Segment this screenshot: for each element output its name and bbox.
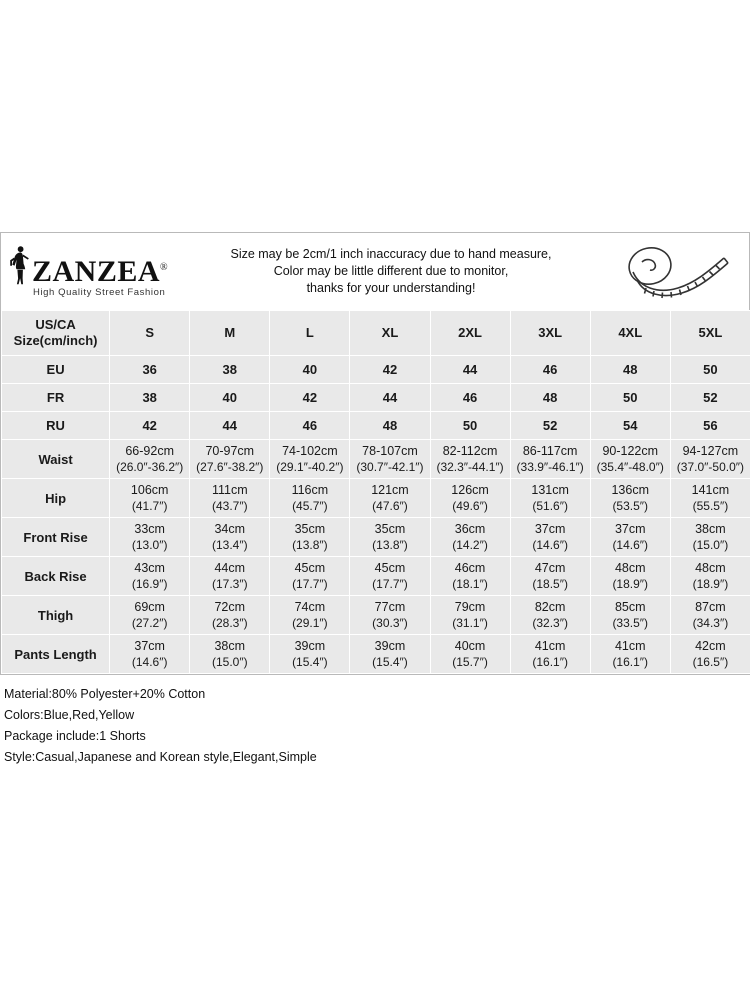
cell-pants-length-4xl-cm: 41cm <box>614 639 646 653</box>
cell-eu-m: 38 <box>190 356 270 384</box>
size-header-xl: XL <box>350 311 430 356</box>
table-row-front-rise <box>2 518 750 557</box>
cell-waist-m-cm: 70-97cm <box>205 444 255 458</box>
table-row-thigh <box>2 596 750 635</box>
cell-thigh-3xl <box>510 596 590 635</box>
cell-pants-length-l <box>270 635 350 674</box>
cell-thigh-3xl-inch: (32.3″) <box>532 616 568 630</box>
table-row-pants-length <box>2 635 750 674</box>
cell-hip-3xl <box>510 479 590 518</box>
cell-pants-length-2xl-cm: 40cm <box>454 639 486 653</box>
cell-back-rise-m-cm: 44cm <box>214 561 246 575</box>
cell-back-rise-xl-inch: (17.7″) <box>372 577 408 591</box>
cell-waist-3xl-inch: (33.9″-46.1″) <box>516 460 584 474</box>
cell-back-rise-2xl-cm: 46cm <box>454 561 486 575</box>
cell-back-rise-m-inch: (17.3″) <box>211 577 248 591</box>
row-label-eu: EU <box>2 356 110 384</box>
cell-thigh-4xl-inch: (33.5″) <box>612 616 649 630</box>
cell-pants-length-s <box>110 635 190 674</box>
cell-thigh-5xl-inch: (34.3″) <box>692 616 729 630</box>
cell-front-rise-xl <box>350 518 430 557</box>
cell-back-rise-2xl <box>430 557 510 596</box>
cell-eu-2xl: 44 <box>430 356 510 384</box>
cell-pants-length-m <box>190 635 270 674</box>
cell-front-rise-m-cm: 34cm <box>214 522 246 536</box>
cell-fr-m: 40 <box>190 384 270 412</box>
cell-thigh-s-inch: (27.2″) <box>131 616 168 630</box>
cell-hip-4xl <box>590 479 670 518</box>
cell-hip-5xl-cm: 141cm <box>691 483 730 497</box>
cell-pants-length-l-inch: (15.4″) <box>292 655 328 669</box>
cell-back-rise-s <box>110 557 190 596</box>
cell-fr-3xl: 48 <box>510 384 590 412</box>
cell-hip-s-inch: (41.7″) <box>131 499 168 513</box>
cell-front-rise-3xl-inch: (14.6″) <box>532 538 568 552</box>
cell-pants-length-4xl <box>590 635 670 674</box>
cell-front-rise-5xl <box>670 518 750 557</box>
cell-waist-s-inch: (26.0″-36.2″) <box>116 460 184 474</box>
cell-front-rise-s-inch: (13.0″) <box>131 538 168 552</box>
cell-thigh-m-inch: (28.3″) <box>211 616 248 630</box>
cell-thigh-xl-cm: 77cm <box>374 600 406 614</box>
cell-hip-xl <box>350 479 430 518</box>
cell-thigh-2xl-inch: (31.1″) <box>452 616 488 630</box>
cell-thigh-xl-inch: (30.3″) <box>372 616 408 630</box>
cell-waist-s-cm: 66-92cm <box>125 444 174 458</box>
cell-back-rise-4xl-inch: (18.9″) <box>612 577 649 591</box>
cell-hip-l-inch: (45.7″) <box>292 499 328 513</box>
cell-waist-2xl-cm: 82-112cm <box>442 444 498 458</box>
cell-back-rise-5xl-inch: (18.9″) <box>692 577 729 591</box>
cell-back-rise-s-inch: (16.9″) <box>131 577 168 591</box>
size-header-2xl: 2XL <box>430 311 510 356</box>
row-label-back-rise: Back Rise <box>2 557 110 596</box>
cell-thigh-2xl <box>430 596 510 635</box>
cell-pants-length-3xl-cm: 41cm <box>534 639 566 653</box>
size-chart-sheet <box>0 232 750 768</box>
cell-pants-length-s-cm: 37cm <box>134 639 165 653</box>
cell-back-rise-xl-cm: 45cm <box>374 561 406 575</box>
cell-pants-length-m-cm: 38cm <box>214 639 246 653</box>
cell-waist-m-inch: (27.6″-38.2″) <box>196 460 264 474</box>
cell-hip-5xl <box>670 479 750 518</box>
cell-front-rise-m <box>190 518 270 557</box>
cell-back-rise-xl <box>350 557 430 596</box>
cell-front-rise-4xl-cm: 37cm <box>614 522 646 536</box>
product-details <box>0 684 750 768</box>
cell-front-rise-s-cm: 33cm <box>134 522 165 536</box>
cell-front-rise-2xl <box>430 518 510 557</box>
size-table-wrapper <box>0 310 750 675</box>
cell-waist-2xl <box>430 440 510 479</box>
brand-tagline: High Quality Street Fashion <box>33 287 166 299</box>
cell-back-rise-4xl-cm: 48cm <box>614 561 646 575</box>
cell-fr-4xl: 50 <box>590 384 670 412</box>
measuring-tape-icon <box>620 244 738 300</box>
cell-back-rise-l-cm: 45cm <box>294 561 326 575</box>
cell-front-rise-2xl-cm: 36cm <box>454 522 486 536</box>
size-header-3xl: 3XL <box>510 311 590 356</box>
cell-eu-l: 40 <box>270 356 350 384</box>
cell-pants-length-s-inch: (14.6″) <box>131 655 168 669</box>
cell-waist-xl-cm: 78-107cm <box>362 444 418 458</box>
cell-fr-2xl: 46 <box>430 384 510 412</box>
cell-waist-l-inch: (29.1″-40.2″) <box>276 460 344 474</box>
registered-mark: ® <box>160 261 169 273</box>
cell-thigh-5xl <box>670 596 750 635</box>
cell-back-rise-5xl <box>670 557 750 596</box>
brand-logo <box>1 245 173 298</box>
cell-back-rise-2xl-inch: (18.1″) <box>452 577 488 591</box>
cell-ru-4xl: 54 <box>590 412 670 440</box>
cell-hip-2xl-cm: 126cm <box>451 483 489 497</box>
cell-front-rise-5xl-inch: (15.0″) <box>692 538 729 552</box>
detail-style: Style:Casual,Japanese and Korean style,Elegant,Simple <box>4 750 317 764</box>
cell-waist-xl-inch: (30.7″-42.1″) <box>356 460 424 474</box>
cell-ru-l: 46 <box>270 412 350 440</box>
cell-fr-l: 42 <box>270 384 350 412</box>
table-row-fr <box>2 384 750 412</box>
cell-hip-s-cm: 106cm <box>130 483 169 497</box>
cell-front-rise-xl-inch: (13.8″) <box>372 538 408 552</box>
cell-hip-4xl-cm: 136cm <box>611 483 650 497</box>
cell-thigh-xl <box>350 596 430 635</box>
cell-pants-length-2xl-inch: (15.7″) <box>452 655 488 669</box>
row-label-pants-length: Pants Length <box>2 635 110 674</box>
table-row-back-rise <box>2 557 750 596</box>
cell-thigh-s <box>110 596 190 635</box>
brand-wordmark <box>32 254 169 288</box>
cell-pants-length-5xl-cm: 42cm <box>695 639 726 653</box>
cell-front-rise-s <box>110 518 190 557</box>
cell-hip-m-cm: 111cm <box>211 483 248 497</box>
cell-ru-3xl: 52 <box>510 412 590 440</box>
cell-front-rise-2xl-inch: (14.2″) <box>452 538 488 552</box>
size-header-5xl: 5XL <box>670 311 750 356</box>
cell-pants-length-xl-cm: 39cm <box>374 639 406 653</box>
cell-thigh-2xl-cm: 79cm <box>454 600 486 614</box>
cell-back-rise-3xl-inch: (18.5″) <box>532 577 568 591</box>
size-table <box>1 310 750 674</box>
cell-waist-l-cm: 74-102cm <box>282 444 338 458</box>
cell-back-rise-s-cm: 43cm <box>134 561 165 575</box>
cell-waist-m <box>190 440 270 479</box>
cell-thigh-l <box>270 596 350 635</box>
cell-front-rise-3xl <box>510 518 590 557</box>
cell-front-rise-4xl-inch: (14.6″) <box>612 538 649 552</box>
cell-eu-5xl: 50 <box>670 356 750 384</box>
cell-fr-xl: 44 <box>350 384 430 412</box>
cell-thigh-4xl <box>590 596 670 635</box>
cell-pants-length-2xl <box>430 635 510 674</box>
cell-ru-xl: 48 <box>350 412 430 440</box>
cell-pants-length-5xl-inch: (16.5″) <box>692 655 729 669</box>
cell-fr-s: 38 <box>110 384 190 412</box>
cell-front-rise-l <box>270 518 350 557</box>
cell-thigh-m <box>190 596 270 635</box>
notice-line-3: thanks for your understanding! <box>306 281 476 295</box>
cell-front-rise-l-cm: 35cm <box>294 522 326 536</box>
cell-hip-3xl-cm: 131cm <box>531 483 569 497</box>
cell-hip-5xl-inch: (55.5″) <box>692 499 729 513</box>
cell-pants-length-m-inch: (15.0″) <box>211 655 248 669</box>
cell-waist-l <box>270 440 350 479</box>
row-label-fr: FR <box>2 384 110 412</box>
cell-thigh-3xl-cm: 82cm <box>534 600 566 614</box>
cell-pants-length-3xl-inch: (16.1″) <box>532 655 568 669</box>
cell-hip-m-inch: (43.7″) <box>211 499 248 513</box>
cell-waist-5xl <box>670 440 750 479</box>
detail-material: Material:80% Polyester+20% Cotton <box>4 687 206 701</box>
cell-thigh-m-cm: 72cm <box>214 600 246 614</box>
row-label-ru: RU <box>2 412 110 440</box>
cell-thigh-4xl-cm: 85cm <box>614 600 646 614</box>
cell-back-rise-m <box>190 557 270 596</box>
cell-thigh-l-cm: 74cm <box>294 600 326 614</box>
cell-eu-3xl: 46 <box>510 356 590 384</box>
cell-waist-5xl-inch: (37.0″-50.0″) <box>676 460 744 474</box>
cell-pants-length-l-cm: 39cm <box>294 639 326 653</box>
row-label-front-rise: Front Rise <box>2 518 110 557</box>
corner-label-line-1: US/CA <box>35 317 76 332</box>
cell-ru-2xl: 50 <box>430 412 510 440</box>
cell-back-rise-5xl-cm: 48cm <box>695 561 726 575</box>
cell-hip-l-cm: 116cm <box>291 483 329 497</box>
size-header-l: L <box>270 311 350 356</box>
cell-fr-5xl: 52 <box>670 384 750 412</box>
cell-hip-s <box>110 479 190 518</box>
notice-line-1: Size may be 2cm/1 inch inaccuracy due to hand measure, <box>230 247 552 261</box>
measurement-notice <box>173 246 609 297</box>
woman-silhouette-icon <box>9 245 31 285</box>
cell-hip-4xl-inch: (53.5″) <box>612 499 649 513</box>
cell-front-rise-m-inch: (13.4″) <box>211 538 248 552</box>
cell-thigh-s-cm: 69cm <box>134 600 165 614</box>
cell-waist-4xl-inch: (35.4″-48.0″) <box>596 460 664 474</box>
cell-hip-2xl <box>430 479 510 518</box>
cell-hip-xl-cm: 121cm <box>371 483 409 497</box>
cell-hip-2xl-inch: (49.6″) <box>452 499 488 513</box>
cell-back-rise-3xl <box>510 557 590 596</box>
cell-hip-xl-inch: (47.6″) <box>372 499 408 513</box>
cell-waist-xl <box>350 440 430 479</box>
cell-pants-length-xl <box>350 635 430 674</box>
size-table-body <box>2 311 750 674</box>
table-row-waist <box>2 440 750 479</box>
corner-label-line-2: Size(cm/inch) <box>13 333 98 348</box>
row-label-hip: Hip <box>2 479 110 518</box>
cell-hip-l <box>270 479 350 518</box>
cell-back-rise-3xl-cm: 47cm <box>534 561 566 575</box>
size-header-4xl: 4XL <box>590 311 670 356</box>
table-row-ru <box>2 412 750 440</box>
measuring-tape-illustration <box>609 244 749 300</box>
cell-front-rise-5xl-cm: 38cm <box>695 522 726 536</box>
table-header-row <box>2 311 750 356</box>
corner-header-cell <box>2 311 110 356</box>
cell-waist-2xl-inch: (32.3″-44.1″) <box>436 460 504 474</box>
cell-waist-3xl-cm: 86-117cm <box>522 444 578 458</box>
cell-ru-5xl: 56 <box>670 412 750 440</box>
cell-thigh-l-inch: (29.1″) <box>292 616 328 630</box>
cell-front-rise-l-inch: (13.8″) <box>292 538 328 552</box>
cell-eu-4xl: 48 <box>590 356 670 384</box>
chart-header <box>0 232 750 310</box>
cell-front-rise-xl-cm: 35cm <box>374 522 406 536</box>
cell-waist-s <box>110 440 190 479</box>
cell-thigh-5xl-cm: 87cm <box>695 600 726 614</box>
cell-waist-4xl <box>590 440 670 479</box>
brand-name: ZANZEA <box>32 254 161 288</box>
cell-hip-3xl-inch: (51.6″) <box>532 499 568 513</box>
row-label-waist: Waist <box>2 440 110 479</box>
cell-back-rise-4xl <box>590 557 670 596</box>
size-header-s: S <box>110 311 190 356</box>
cell-pants-length-xl-inch: (15.4″) <box>372 655 408 669</box>
cell-front-rise-3xl-cm: 37cm <box>534 522 566 536</box>
row-label-thigh: Thigh <box>2 596 110 635</box>
cell-waist-3xl <box>510 440 590 479</box>
detail-package: Package include:1 Shorts <box>4 729 146 743</box>
cell-back-rise-l <box>270 557 350 596</box>
cell-eu-s: 36 <box>110 356 190 384</box>
notice-line-2: Color may be little different due to monitor, <box>273 264 509 278</box>
cell-front-rise-4xl <box>590 518 670 557</box>
cell-eu-xl: 42 <box>350 356 430 384</box>
detail-colors: Colors:Blue,Red,Yellow <box>4 708 135 722</box>
size-header-m: M <box>190 311 270 356</box>
table-row-eu <box>2 356 750 384</box>
cell-waist-5xl-cm: 94-127cm <box>682 444 739 458</box>
cell-ru-s: 42 <box>110 412 190 440</box>
table-row-hip <box>2 479 750 518</box>
cell-back-rise-l-inch: (17.7″) <box>292 577 328 591</box>
cell-pants-length-3xl <box>510 635 590 674</box>
cell-ru-m: 44 <box>190 412 270 440</box>
cell-waist-4xl-cm: 90-122cm <box>602 444 659 458</box>
cell-hip-m <box>190 479 270 518</box>
cell-pants-length-4xl-inch: (16.1″) <box>612 655 649 669</box>
cell-pants-length-5xl <box>670 635 750 674</box>
